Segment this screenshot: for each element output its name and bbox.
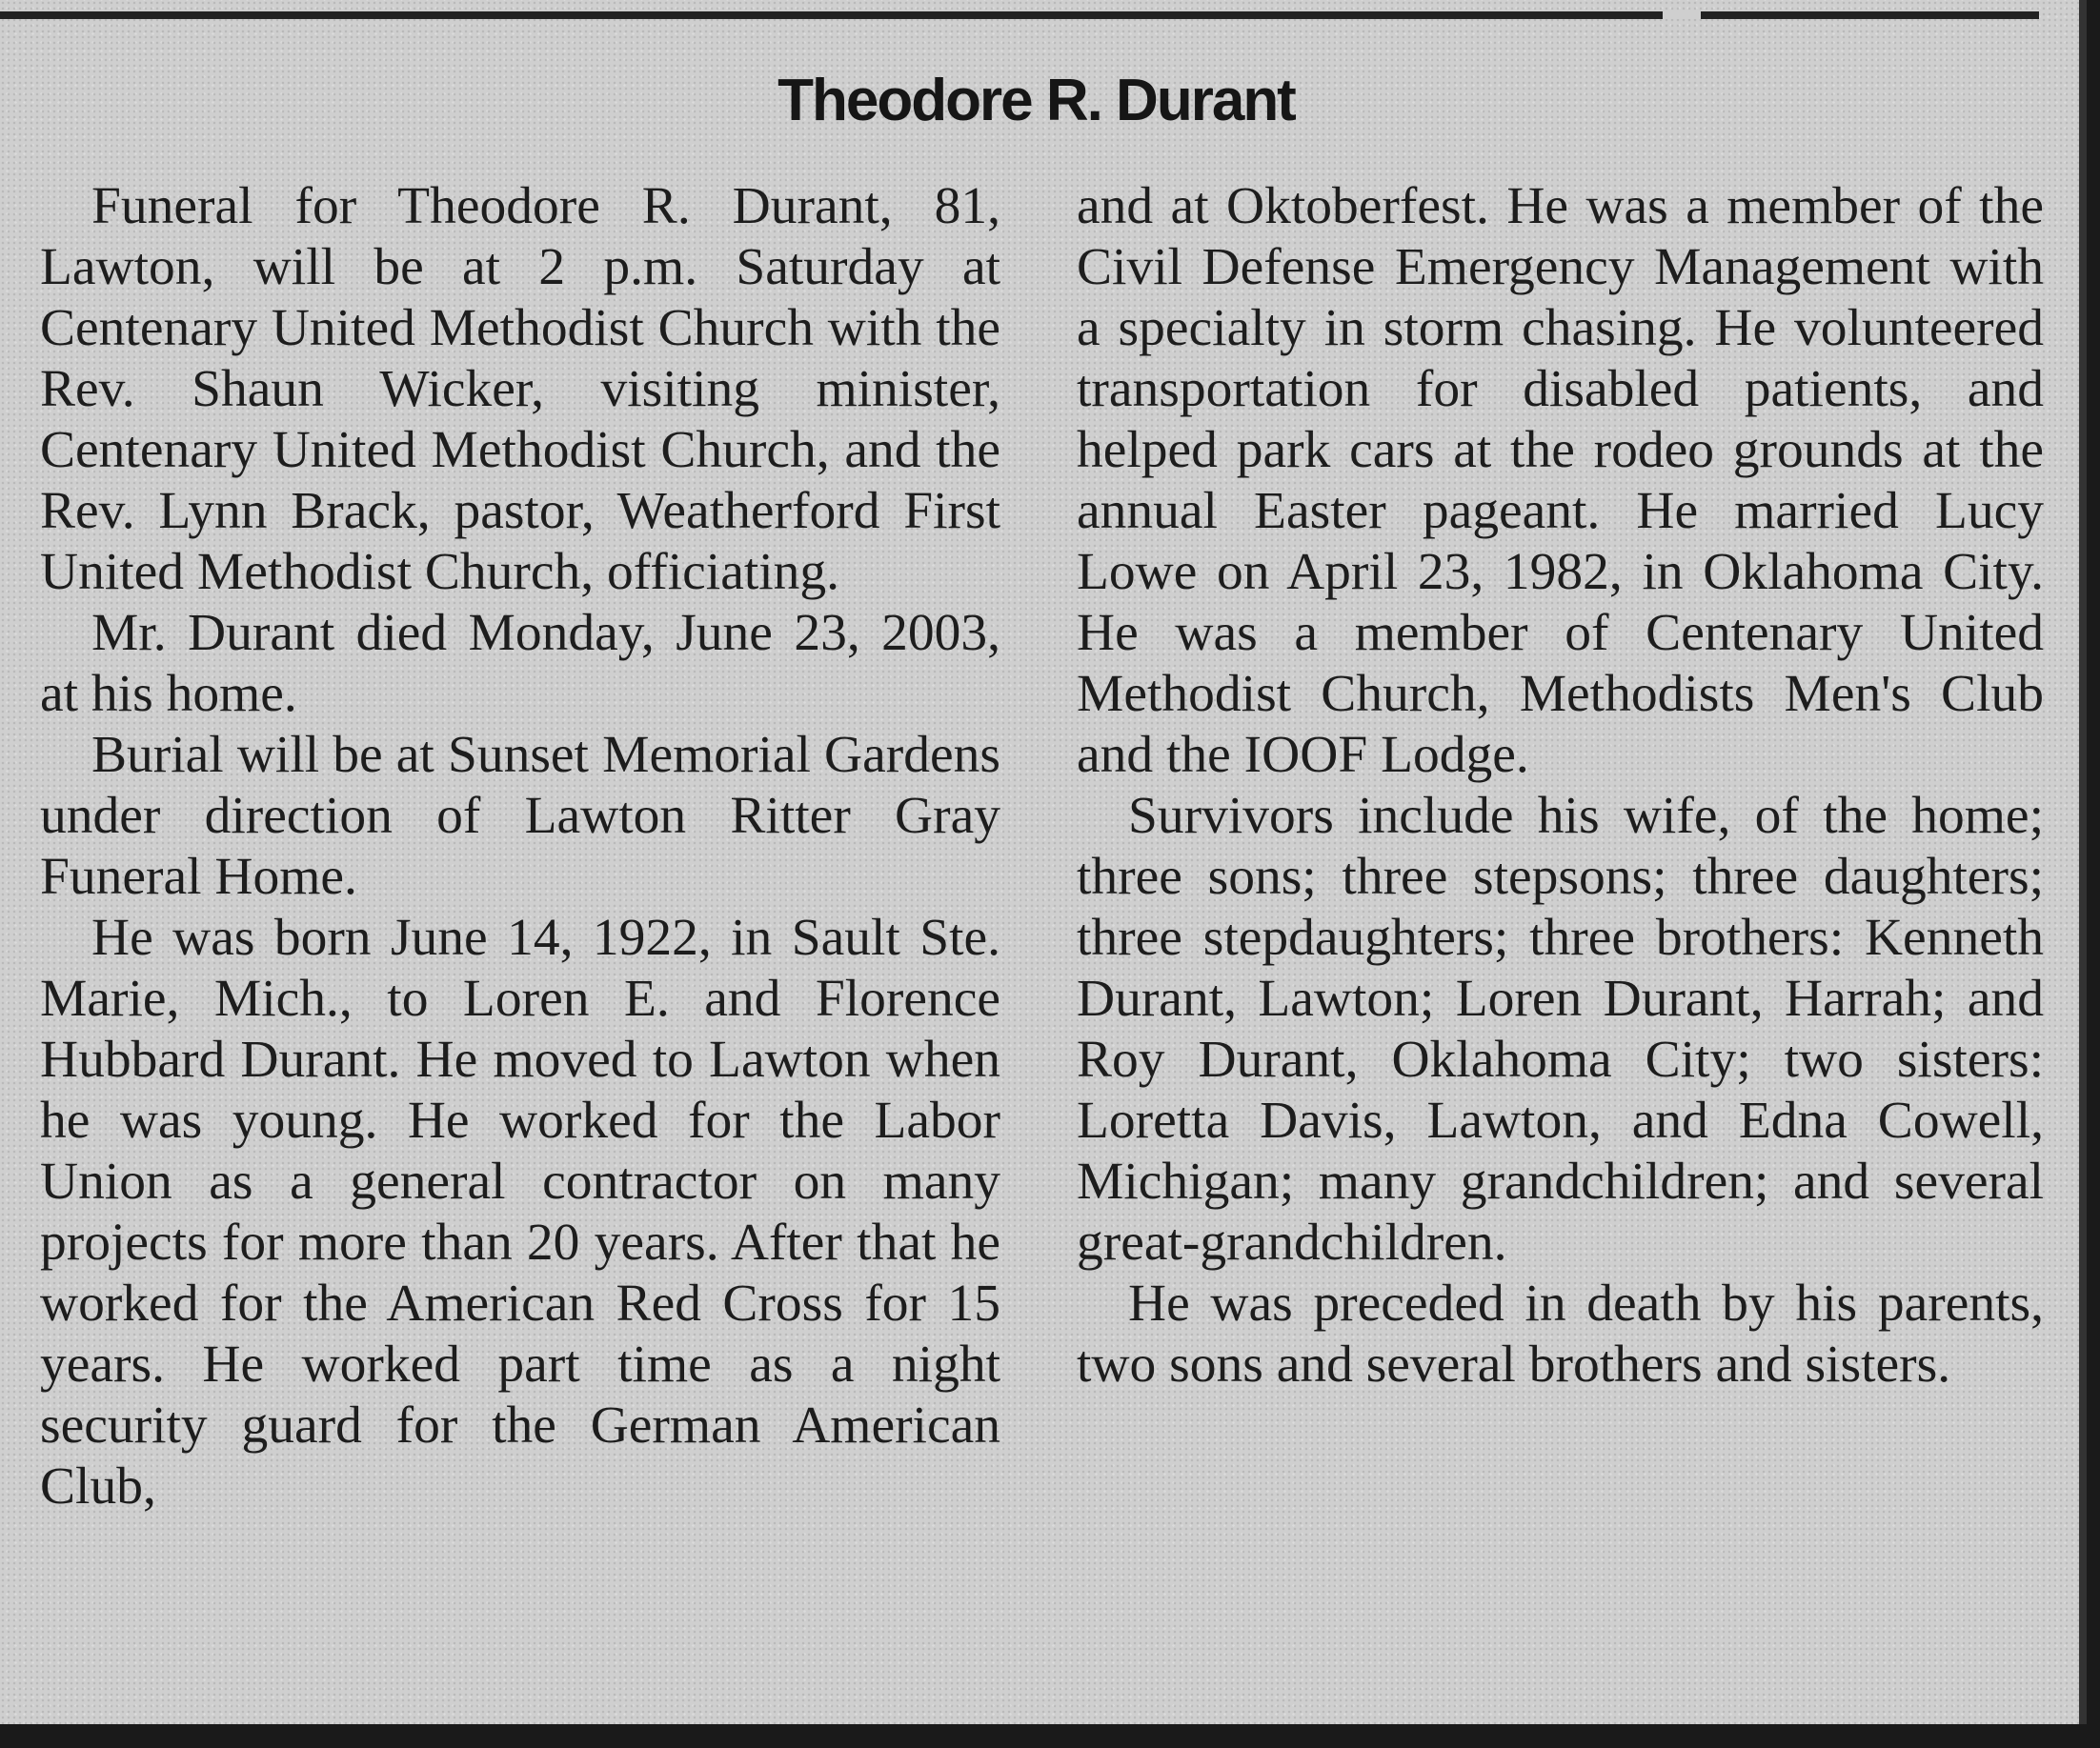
top-rule [0, 11, 2039, 19]
obituary-headline: Theodore R. Durant [777, 68, 1295, 133]
death-paragraph: Mr. Durant died Monday, June 23, 2003, at his home. [40, 604, 1000, 723]
biography-continued-paragraph: and at Oktoberfest. He was a member of the Civil Defense Emergency Management with a specialty in storm chasing. He volunteered transportation for disabled patients, and helped park cars at the rodeo grounds at the annual Easter pageant. He married Lucy Lowe on April 23, 1982, in Oklahoma City. He was a member of Centenary United Methodist Church, Methodists Men's Club and the IOOF Lodge. [1077, 177, 2044, 784]
left-column [40, 176, 1000, 1517]
burial-paragraph: Burial will be at Sunset Memorial Gardens under direction of Lawton Ritter Gray Funeral Home. [40, 726, 1000, 906]
survivors-paragraph: Survivors include his wife, of the home; three sons; three stepsons; three daughters; three stepdaughters; three brothers: Kenneth Durant, Lawton; Loren Durant, Harrah; and Roy Durant, Oklahoma City; two sisters: Loretta Davis, Lawton, and Edna Cowell, Michigan; many grandchildren; and several great-grandchildren. [1077, 787, 2044, 1272]
right-edge [2079, 0, 2087, 1724]
funeral-paragraph: Funeral for Theodore R. Durant, 81, Lawton, will be at 2 p.m. Saturday at Centenary United Methodist Church with the Rev. Shaun Wicker, visiting minister, Centenary United Methodist Church, and the Rev. Lynn Brack, pastor, Weatherford First United Methodist Church, officiating. [40, 177, 1000, 601]
top-rule-gap [1663, 11, 1701, 19]
right-column [1077, 176, 2044, 1396]
preceded-paragraph: He was preceded in death by his parents, two sons and several brothers and sisters. [1077, 1275, 2044, 1394]
biography-paragraph: He was born June 14, 1922, in Sault Ste. Marie, Mich., to Loren E. and Florence Hubbard Durant. He moved to Lawton when he was young. He worked for the Labor Union as a general contractor on many projects for more than 20 years. After that he worked for the American Red Cross for 15 years. He worked part time as a night security guard for the German American Club, [40, 909, 1000, 1516]
